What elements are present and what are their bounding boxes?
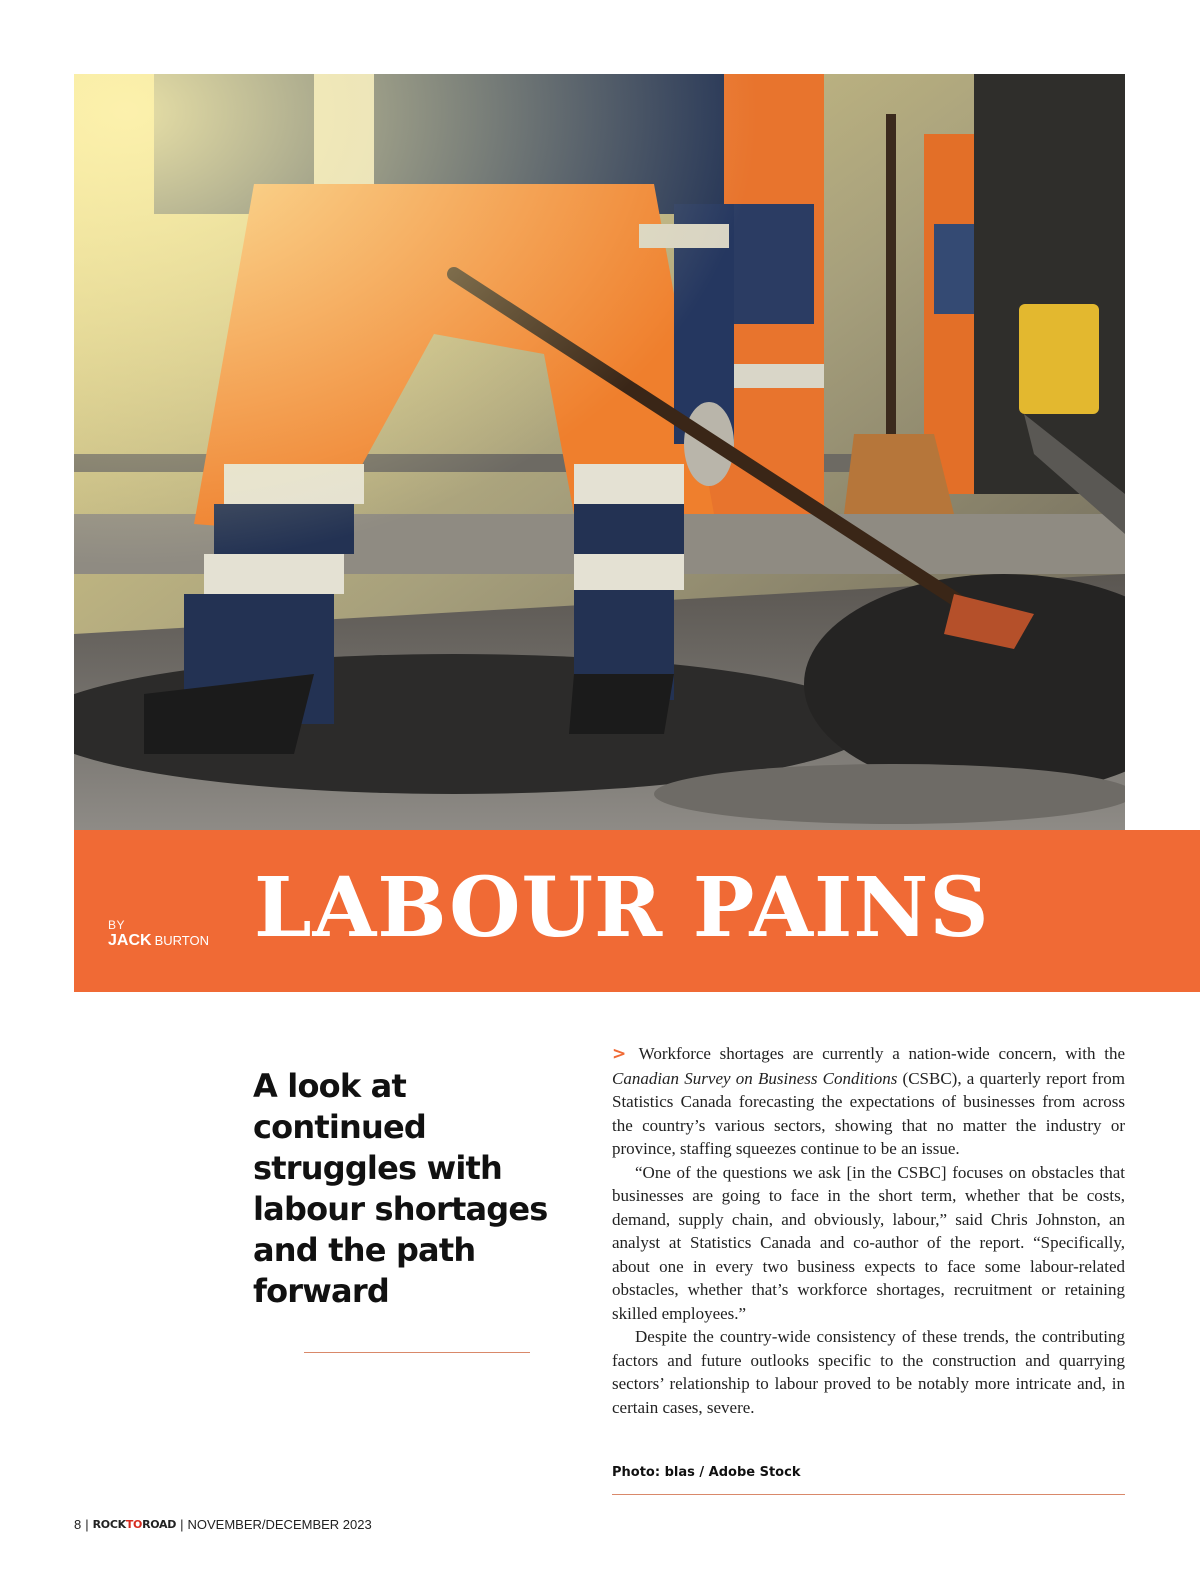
logo-to: TO bbox=[125, 1518, 143, 1531]
survey-name: Canadian Survey on Business Conditions bbox=[612, 1068, 898, 1088]
issue-date: NOVEMBER/DECEMBER 2023 bbox=[187, 1517, 372, 1532]
footer-separator-2: | bbox=[180, 1517, 184, 1532]
body-paragraph-1 bbox=[612, 1042, 1125, 1161]
body-p1-post: (CSBC), a quarterly report from Statistics Canada forecasting the expectations of businesses from across the country’s various sectors, showing that no matter the industry or province, staffing squeezes continue to be an issue. bbox=[612, 1068, 1125, 1158]
body-p1-pre: Workforce shortages are currently a nation-wide concern, with the bbox=[630, 1044, 1125, 1063]
chevron-icon: > bbox=[612, 1044, 627, 1064]
headline: LABOUR PAINS bbox=[254, 860, 990, 956]
title-band bbox=[74, 830, 1200, 992]
credit-divider bbox=[612, 1494, 1125, 1495]
deck-divider bbox=[304, 1352, 530, 1353]
footer-separator: | bbox=[85, 1517, 89, 1532]
byline bbox=[108, 918, 209, 950]
article-body bbox=[612, 1042, 1125, 1419]
logo-road: ROAD bbox=[142, 1518, 177, 1531]
logo-rock: ROCK bbox=[92, 1518, 126, 1531]
author-first-name: JACK bbox=[108, 932, 152, 949]
page-number: 8 bbox=[74, 1517, 82, 1532]
body-paragraph-2: “One of the questions we ask [in the CSBC] focuses on obstacles that businesses are going to face in the short term, whether that be costs, demand, supply chain, and obviously, labour,” said Chris Johnston, an analyst at Statistics Canada and co-author of the report. “Specifically, about one in every two business expects to face some labour-related obstacles, whether that’s workforce shortages, recruitment or retaining skilled employees.” bbox=[612, 1162, 1125, 1323]
photo-credit: Photo: blas / Adobe Stock bbox=[612, 1465, 801, 1480]
magazine-logo bbox=[93, 1518, 176, 1531]
page-footer bbox=[74, 1517, 372, 1532]
author-last-name: BURTON bbox=[154, 933, 209, 948]
body-paragraph-3: Despite the country-wide consistency of these trends, the contributing factors and future outlooks specific to the construction and quarrying sectors’ relationship to labour proved to be notably more intricate and, in certain cases, severe. bbox=[612, 1327, 1125, 1417]
road-worker-photo-icon bbox=[74, 74, 1125, 830]
hero-photo bbox=[74, 74, 1125, 830]
deck-subtitle: A look at continued struggles with labour shortages and the path forward bbox=[253, 1067, 548, 1310]
byline-by-label: BY bbox=[108, 918, 126, 932]
